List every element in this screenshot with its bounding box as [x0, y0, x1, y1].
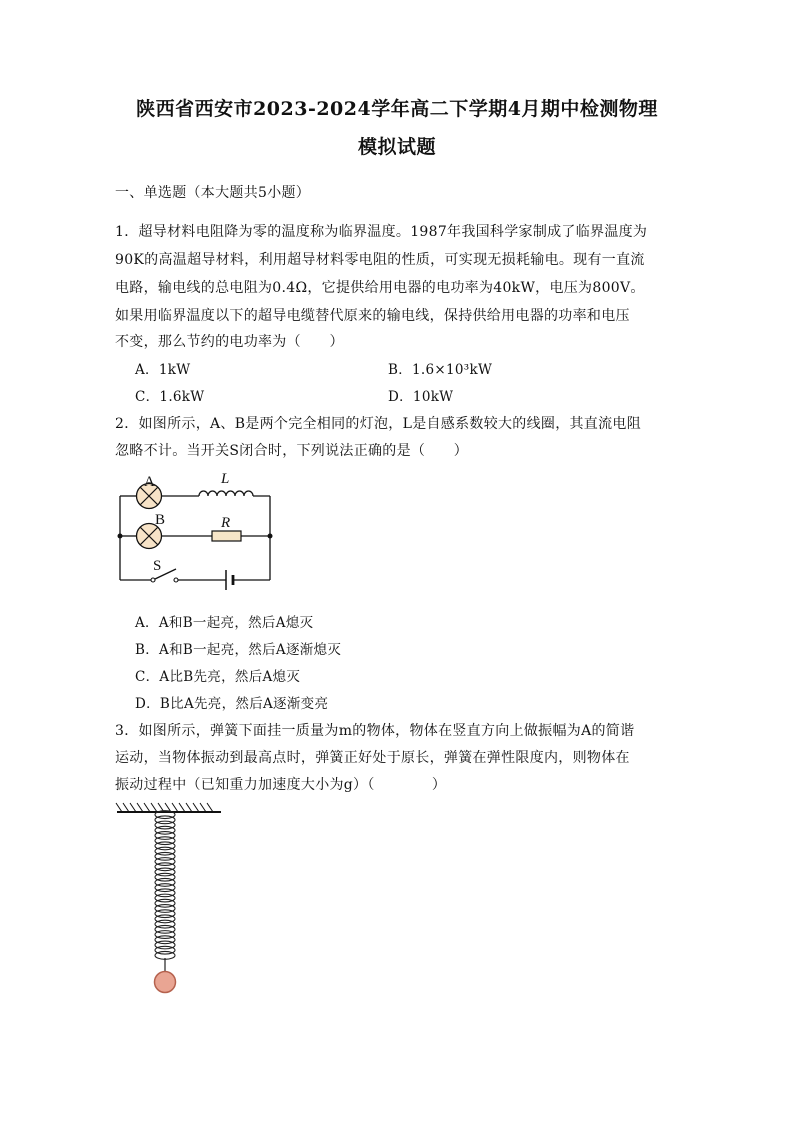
q2-option-b[interactable]: B．A和B一起亮，然后A逐渐熄灭: [135, 642, 342, 658]
q1-option-c[interactable]: C．1.6kW: [135, 389, 205, 405]
junction-dot-right: [268, 534, 273, 539]
q2-line-2: 忽略不计。当开关S闭合时，下列说法正确的是（ ）: [115, 443, 469, 459]
spring-icon: [155, 811, 175, 960]
title-line-1: 陕西省西安市2023-2024学年高二下学期4月期中检测物理: [136, 98, 658, 120]
hatch-mark: [172, 803, 178, 812]
hatch-mark: [193, 803, 199, 812]
title-line-2: 模拟试题: [357, 136, 436, 158]
q1-line-1: 1．超导材料电阻降为零的温度称为临界温度。1987年我国科学家制成了临界温度为: [115, 224, 648, 240]
circuit-diagram: [108, 466, 280, 590]
label-r: R: [221, 515, 231, 531]
q1-line-2: 90K的高温超导材料，利用超导材料零电阻的性质，可实现无损耗输电。现有一直流: [115, 252, 645, 268]
hatch-mark: [144, 803, 150, 812]
q2-option-d[interactable]: D．B比A先亮，然后A逐渐变亮: [135, 696, 329, 712]
q2-option-c[interactable]: C．A比B先亮，然后A熄灭: [135, 669, 301, 685]
hatch-mark: [200, 803, 206, 812]
hatch-mark: [116, 803, 122, 812]
battery-icon: [226, 570, 233, 590]
label-b: B: [155, 512, 166, 528]
label-l: L: [221, 471, 230, 487]
label-a: A: [144, 474, 155, 490]
inductor-coil: [199, 491, 253, 496]
section-heading: 一、单选题（本大题共5小题）: [115, 185, 311, 201]
q2-option-a[interactable]: A．A和B一起亮，然后A熄灭: [135, 615, 314, 631]
q3-line-1: 3．如图所示，弹簧下面挂一质量为m的物体，物体在竖直方向上做振幅为A的简谐: [115, 723, 635, 739]
hatch-mark: [179, 803, 185, 812]
hatch-mark: [186, 803, 192, 812]
q3-line-3: 振动过程中（已知重力加速度大小为g）（ ）: [115, 777, 447, 793]
q2-line-1: 2．如图所示，A、B是两个完全相同的灯泡，L是自感系数较大的线圈，其直流电阻: [115, 416, 641, 432]
hatch-mark: [207, 803, 213, 812]
q1-option-b[interactable]: B．1.6×10³kW: [388, 362, 493, 378]
q1-line-5: 不变，那么节约的电功率为（ ）: [115, 334, 344, 350]
q3-line-2: 运动，当物体振动到最高点时，弹簧正好处于原长，弹簧在弹性限度内，则物体在: [115, 750, 630, 766]
mass-ball-icon: [155, 972, 176, 993]
hatch-mark: [151, 803, 157, 812]
hatch-mark: [123, 803, 129, 812]
q1-line-3: 电路，输电线的总电阻为0.4Ω，它提供给用电器的电功率为40kW，电压为800V。: [115, 280, 645, 296]
hatch-mark: [130, 803, 136, 812]
resistor-icon: [212, 531, 241, 541]
hatch-mark: [137, 803, 143, 812]
q1-line-4: 如果用临界温度以下的超导电缆替代原来的输电线，保持供给用电器的功率和电压: [115, 308, 630, 324]
q1-option-a[interactable]: A．1kW: [135, 362, 191, 378]
label-s: S: [153, 558, 162, 574]
junction-dot-left: [118, 534, 123, 539]
q1-option-d[interactable]: D．10kW: [388, 389, 454, 405]
spring-mass-diagram: [112, 798, 222, 998]
